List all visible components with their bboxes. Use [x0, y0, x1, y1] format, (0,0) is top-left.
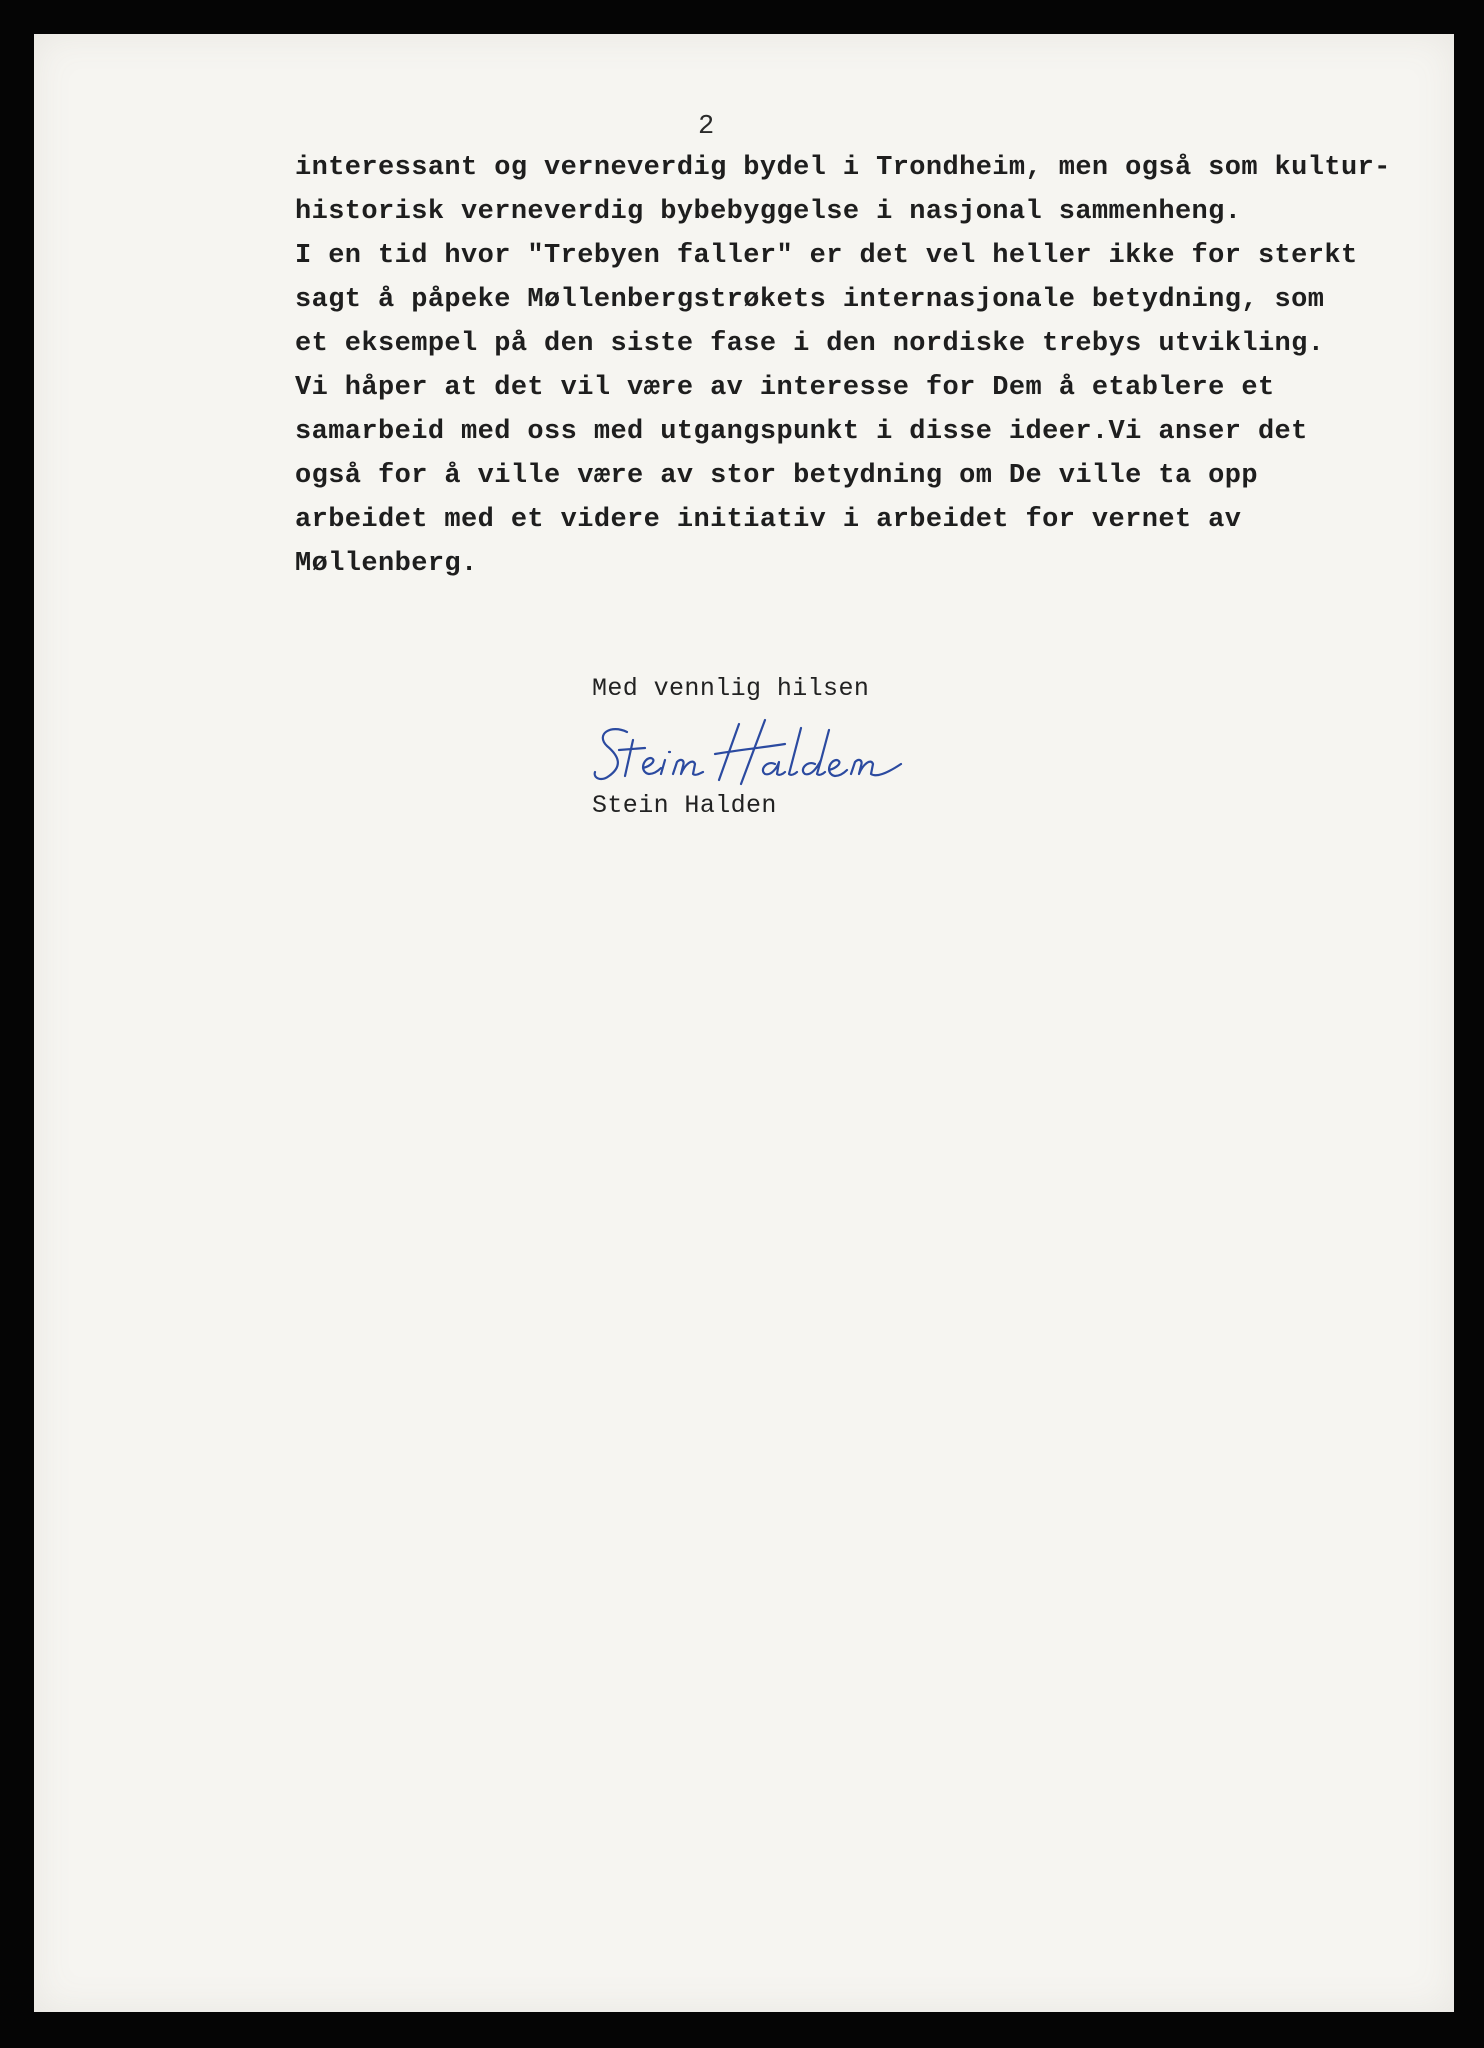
body-line: Vi håper at det vil være av interesse for Dem å etablere et: [295, 373, 1275, 403]
letter-body: [295, 146, 1391, 586]
closing-salutation: Med vennlig hilsen: [592, 674, 870, 703]
page-number: 2: [698, 112, 715, 142]
document-page: [34, 34, 1454, 2012]
body-line: historisk verneverdig bybebyggelse i nasjonal sammenheng.: [295, 197, 1242, 227]
body-line: interessant og verneverdig bydel i Trondheim, men også som kultur-: [295, 153, 1391, 183]
body-line: arbeidet med et videre initiativ i arbeidet for vernet av: [295, 505, 1242, 535]
body-line: også for å ville være av stor betydning om De ville ta opp: [295, 461, 1258, 491]
body-line: samarbeid med oss med utgangspunkt i disse ideer.Vi anser det: [295, 417, 1308, 447]
body-line: sagt å påpeke Møllenbergstrøkets internasjonale betydning, som: [295, 285, 1325, 315]
body-line: I en tid hvor "Trebyen faller" er det vel heller ikke for sterkt: [295, 241, 1358, 271]
handwritten-signature: [589, 710, 979, 800]
body-line: et eksempel på den siste fase i den nordiske trebys utvikling.: [295, 329, 1325, 359]
body-line: Møllenberg.: [295, 549, 478, 579]
signer-name: Stein Halden: [592, 791, 777, 820]
